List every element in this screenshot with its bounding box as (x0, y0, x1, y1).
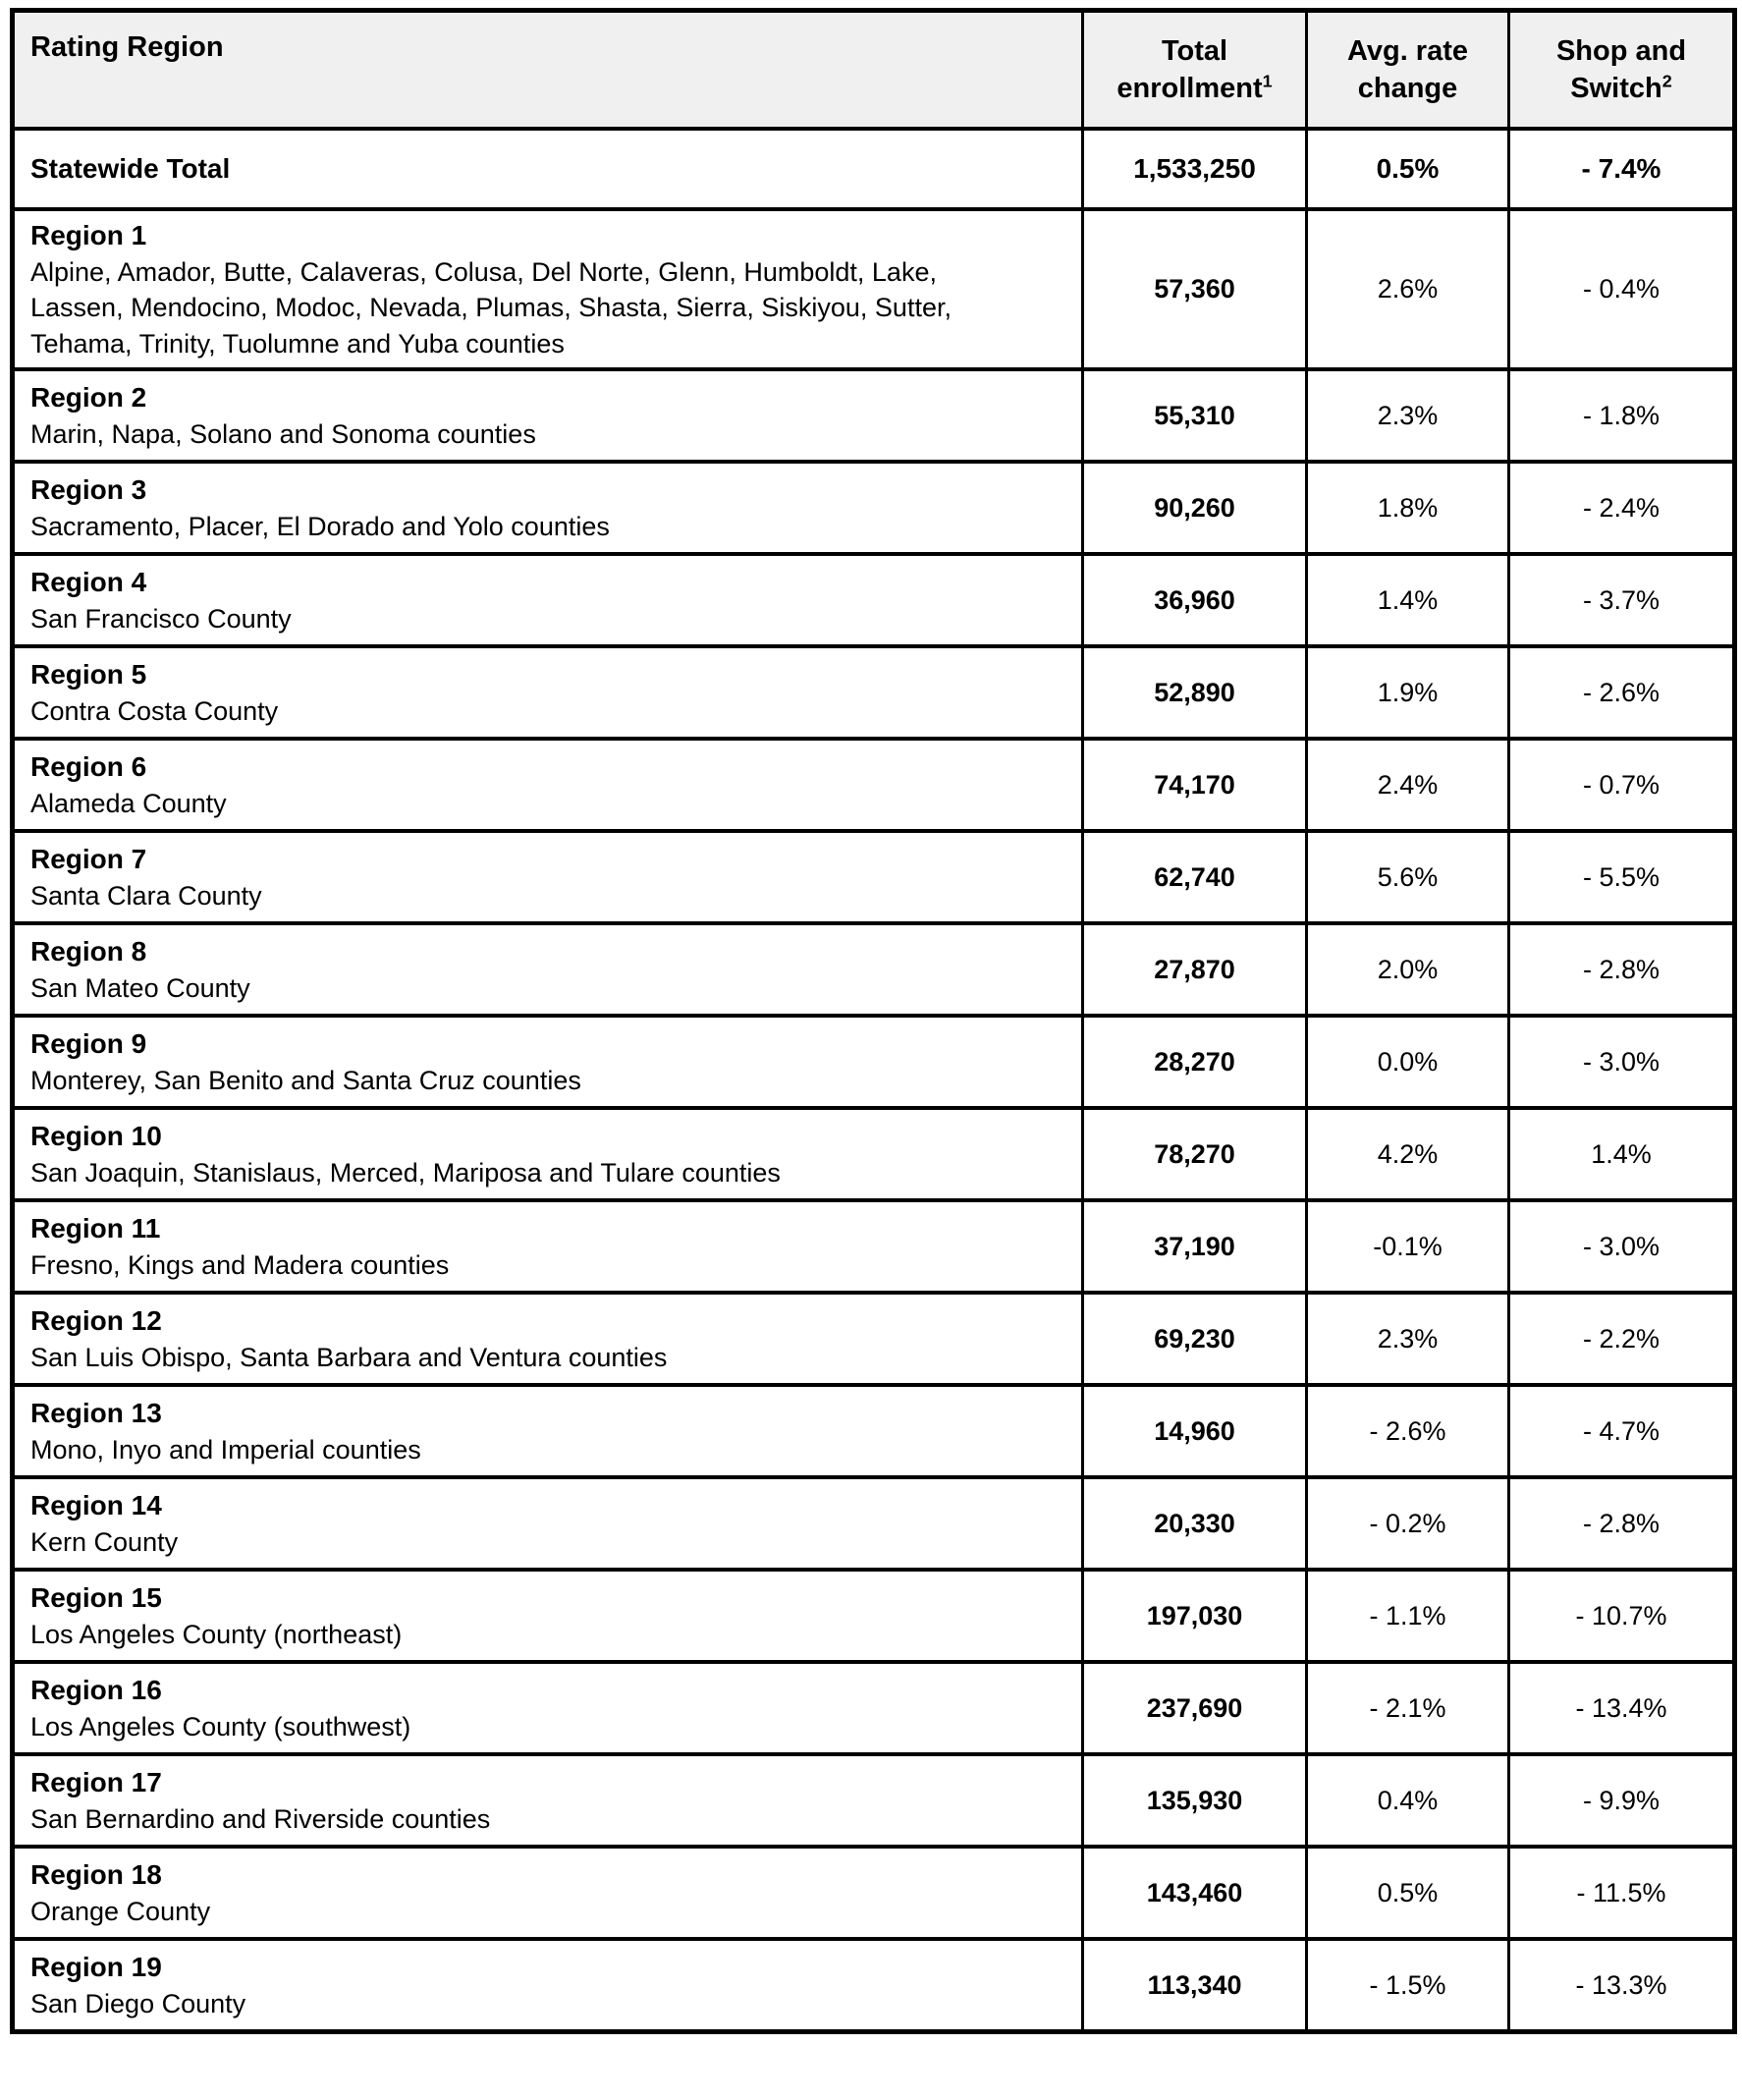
total-enrollment-value: 78,270 (1083, 1108, 1307, 1200)
total-enrollment-value: 90,260 (1083, 462, 1307, 554)
shop-switch-value: - 1.8% (1509, 369, 1735, 462)
region-cell (13, 209, 1083, 369)
statewide-rate-change-value: 0.5% (1307, 129, 1509, 209)
col-header-total-enrollment (1083, 11, 1307, 130)
region-name: Region 14 (30, 1489, 162, 1520)
region-row (13, 1108, 1735, 1200)
region-name: Region 2 (30, 381, 147, 413)
avg-rate-change-value: - 0.2% (1307, 1477, 1509, 1570)
region-row (13, 1570, 1735, 1662)
region-name: Region 19 (30, 1951, 162, 1982)
total-enrollment-value: 62,740 (1083, 831, 1307, 923)
region-row (13, 646, 1735, 739)
statewide-shop-switch-value: - 7.4% (1509, 129, 1735, 209)
region-name: Region 8 (30, 935, 147, 967)
region-counties: Mono, Inyo and Imperial counties (30, 1434, 421, 1464)
avg-rate-change-value: 2.3% (1307, 1293, 1509, 1385)
total-enrollment-value: 52,890 (1083, 646, 1307, 739)
rating-region-table (10, 8, 1737, 2034)
total-enrollment-value: 27,870 (1083, 923, 1307, 1016)
region-row (13, 1847, 1735, 1939)
region-name: Region 7 (30, 843, 147, 874)
region-cell (13, 1108, 1083, 1200)
region-name: Region 16 (30, 1674, 162, 1705)
region-cell (13, 1939, 1083, 2031)
total-enrollment-value: 37,190 (1083, 1200, 1307, 1293)
shop-switch-value: - 2.8% (1509, 923, 1735, 1016)
shop-switch-value: - 3.0% (1509, 1200, 1735, 1293)
avg-rate-change-value: -0.1% (1307, 1200, 1509, 1293)
region-name: Region 18 (30, 1858, 162, 1890)
region-cell (13, 1570, 1083, 1662)
region-row (13, 462, 1735, 554)
total-enrollment-value: 57,360 (1083, 209, 1307, 369)
shop-switch-value: - 13.3% (1509, 1939, 1735, 2031)
region-cell (13, 1293, 1083, 1385)
region-counties: Los Angeles County (southwest) (30, 1711, 411, 1741)
col-header-rating-region-label: Rating Region (30, 31, 224, 63)
region-counties: Alpine, Amador, Butte, Calaveras, Colusa, Del Norte, Glenn, Humboldt, Lake, Lassen, Mendocino, Modoc, Nevada, Plumas, Shasta, Sierra, Siskiyou, Sutter, Tehama, Trinity, Tuolumne and Yuba counties (30, 256, 952, 359)
avg-rate-change-value: 0.0% (1307, 1016, 1509, 1108)
total-enrollment-value: 237,690 (1083, 1662, 1307, 1754)
region-name: Region 1 (30, 220, 147, 250)
col-header-rating-region (13, 11, 1083, 130)
shop-switch-value: 1.4% (1509, 1108, 1735, 1200)
statewide-enrollment-value: 1,533,250 (1083, 129, 1307, 209)
shop-switch-value: - 2.8% (1509, 1477, 1735, 1570)
avg-rate-change-value: 2.4% (1307, 739, 1509, 831)
avg-rate-change-value: 1.8% (1307, 462, 1509, 554)
total-enrollment-value: 20,330 (1083, 1477, 1307, 1570)
total-enrollment-value: 74,170 (1083, 739, 1307, 831)
avg-rate-change-value: 0.4% (1307, 1754, 1509, 1847)
region-name: Region 5 (30, 658, 147, 690)
region-name: Region 9 (30, 1027, 147, 1059)
shop-switch-value: - 13.4% (1509, 1662, 1735, 1754)
shop-switch-value: - 11.5% (1509, 1847, 1735, 1939)
region-cell (13, 831, 1083, 923)
region-cell (13, 923, 1083, 1016)
region-cell (13, 739, 1083, 831)
shop-switch-value: - 2.4% (1509, 462, 1735, 554)
total-enrollment-value: 135,930 (1083, 1754, 1307, 1847)
avg-rate-change-value: - 1.5% (1307, 1939, 1509, 2031)
avg-rate-change-value: - 2.1% (1307, 1662, 1509, 1754)
avg-rate-change-value: 1.4% (1307, 554, 1509, 646)
region-cell (13, 1477, 1083, 1570)
region-row (13, 1293, 1735, 1385)
total-enrollment-value: 14,960 (1083, 1385, 1307, 1477)
shop-switch-value: - 2.6% (1509, 646, 1735, 739)
shop-switch-value: - 3.7% (1509, 554, 1735, 646)
shop-switch-value: - 3.0% (1509, 1016, 1735, 1108)
total-enrollment-value: 28,270 (1083, 1016, 1307, 1108)
shop-switch-value: - 0.4% (1509, 209, 1735, 369)
header-row (13, 11, 1735, 130)
region-counties: San Joaquin, Stanislaus, Merced, Mariposa and Tulare counties (30, 1157, 781, 1188)
shop-switch-value: - 9.9% (1509, 1754, 1735, 1847)
region-cell (13, 646, 1083, 739)
region-counties: Monterey, San Benito and Santa Cruz counties (30, 1065, 581, 1095)
region-name: Region 6 (30, 750, 147, 782)
total-enrollment-value: 197,030 (1083, 1570, 1307, 1662)
region-cell (13, 369, 1083, 462)
region-row (13, 209, 1735, 369)
region-counties: San Francisco County (30, 603, 292, 634)
region-counties: Alameda County (30, 788, 227, 818)
statewide-total-label: Statewide Total (13, 129, 1083, 209)
region-name: Region 15 (30, 1581, 162, 1613)
region-row (13, 1385, 1735, 1477)
region-row (13, 1754, 1735, 1847)
col-header-shop-and-switch (1509, 11, 1735, 130)
region-counties: Contra Costa County (30, 695, 279, 726)
region-row (13, 739, 1735, 831)
region-counties: Orange County (30, 1896, 211, 1926)
avg-rate-change-value: 4.2% (1307, 1108, 1509, 1200)
region-cell (13, 1754, 1083, 1847)
region-counties: San Bernardino and Riverside counties (30, 1803, 491, 1834)
region-cell (13, 462, 1083, 554)
footnote-marker-2: 2 (1661, 71, 1672, 91)
region-cell (13, 1200, 1083, 1293)
region-name: Region 3 (30, 473, 147, 505)
region-counties: Kern County (30, 1526, 179, 1557)
avg-rate-change-value: 5.6% (1307, 831, 1509, 923)
region-cell (13, 554, 1083, 646)
region-cell (13, 1847, 1083, 1939)
total-enrollment-value: 69,230 (1083, 1293, 1307, 1385)
region-counties: Santa Clara County (30, 880, 262, 911)
footnote-marker-1: 1 (1262, 71, 1273, 91)
shop-switch-value: - 2.2% (1509, 1293, 1735, 1385)
region-counties: San Mateo County (30, 972, 250, 1003)
avg-rate-change-value: 1.9% (1307, 646, 1509, 739)
avg-rate-change-value: 2.0% (1307, 923, 1509, 1016)
region-counties: San Luis Obispo, Santa Barbara and Ventura counties (30, 1342, 668, 1372)
region-row (13, 923, 1735, 1016)
shop-switch-value: - 4.7% (1509, 1385, 1735, 1477)
table-body (13, 129, 1735, 2031)
region-name: Region 4 (30, 566, 147, 597)
shop-switch-value: - 10.7% (1509, 1570, 1735, 1662)
total-enrollment-value: 36,960 (1083, 554, 1307, 646)
region-name: Region 13 (30, 1397, 162, 1428)
shop-switch-value: - 5.5% (1509, 831, 1735, 923)
region-row (13, 831, 1735, 923)
region-row (13, 1477, 1735, 1570)
region-name: Region 17 (30, 1766, 162, 1797)
avg-rate-change-value: - 2.6% (1307, 1385, 1509, 1477)
region-counties: Los Angeles County (northeast) (30, 1619, 403, 1649)
region-row (13, 554, 1735, 646)
region-name: Region 11 (30, 1212, 161, 1243)
region-row (13, 369, 1735, 462)
region-row (13, 1662, 1735, 1754)
total-enrollment-value: 113,340 (1083, 1939, 1307, 2031)
shop-switch-value: - 0.7% (1509, 739, 1735, 831)
region-counties: Fresno, Kings and Madera counties (30, 1249, 450, 1280)
statewide-total-row (13, 129, 1735, 209)
total-enrollment-value: 143,460 (1083, 1847, 1307, 1939)
col-header-total-enrollment-label: Total enrollment (1116, 34, 1263, 104)
avg-rate-change-value: 2.3% (1307, 369, 1509, 462)
region-cell (13, 1016, 1083, 1108)
col-header-shop-and-switch-label: Shop and Switch (1555, 34, 1687, 104)
avg-rate-change-value: 2.6% (1307, 209, 1509, 369)
total-enrollment-value: 55,310 (1083, 369, 1307, 462)
col-header-avg-rate-change (1307, 11, 1509, 130)
region-counties: San Diego County (30, 1988, 246, 2018)
avg-rate-change-value: 0.5% (1307, 1847, 1509, 1939)
region-row (13, 1016, 1735, 1108)
region-counties: Marin, Napa, Solano and Sonoma counties (30, 418, 536, 449)
region-row (13, 1200, 1735, 1293)
region-row (13, 1939, 1735, 2031)
region-name: Region 10 (30, 1120, 162, 1151)
region-cell (13, 1385, 1083, 1477)
region-name: Region 12 (30, 1304, 162, 1336)
region-cell (13, 1662, 1083, 1754)
avg-rate-change-value: - 1.1% (1307, 1570, 1509, 1662)
region-counties: Sacramento, Placer, El Dorado and Yolo counties (30, 511, 610, 541)
col-header-avg-rate-change-label: Avg. rate change (1346, 34, 1469, 104)
